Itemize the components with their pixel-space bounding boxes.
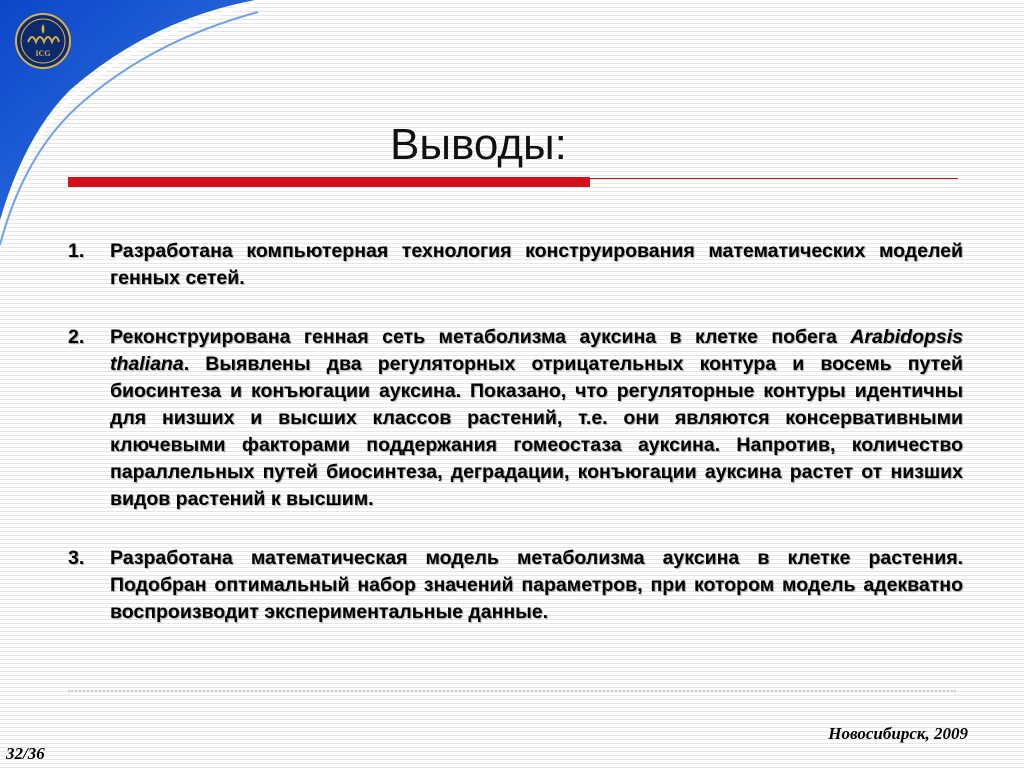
item-text-before: Реконструирована генная сеть метаболизма ауксина в клетке побега — [110, 326, 851, 348]
item-number: 1. — [68, 240, 85, 262]
conclusion-item-1 — [68, 238, 963, 292]
footer-city-year: Новосибирск, 2009 — [828, 724, 968, 743]
item-number: 3. — [68, 547, 85, 569]
title-underline-line — [590, 178, 958, 179]
conclusions-list — [68, 238, 963, 658]
conclusion-item-2 — [68, 324, 963, 513]
logo-text: ICG — [35, 49, 51, 58]
item-text-after: . Выявлены два регуляторных отрицательных контура и восемь путей биосинтеза и конъюгации ауксина. Показано, что регуляторные контуры идентичны для низших и высших классов растений, т.е. они являются консервативными ключевыми факторами поддержания гомеостаза ауксина. Напротив, количество параллельных путей биосинтеза, деградации, конъюгации ауксина растет от низших видов растений к высшим. — [110, 353, 963, 510]
footer-divider — [68, 690, 956, 692]
title-underline-bar — [68, 177, 590, 187]
conclusion-item-3 — [68, 545, 963, 626]
icg-logo-icon — [14, 12, 72, 70]
item-text: Разработана математическая модель метаболизма ауксина в клетке растения. Подобран оптимальный набор значений параметров, при котором модель адекватно воспроизводит экспериментальные данные. — [110, 547, 963, 623]
species-name: Arabidopsis thaliana — [110, 326, 963, 375]
item-text: Разработана компьютерная технология конструирования математических моделей генных сетей. — [110, 240, 963, 289]
item-text — [110, 324, 963, 513]
slide-title: Выводы: — [390, 120, 567, 169]
item-number: 2. — [68, 326, 85, 348]
page-number: 32/36 — [6, 744, 45, 763]
